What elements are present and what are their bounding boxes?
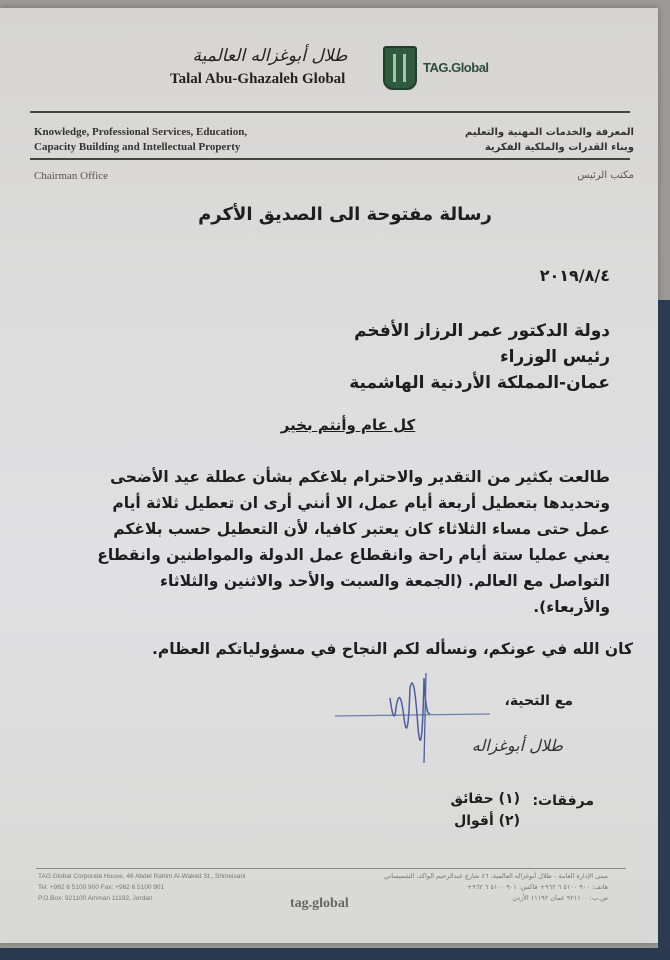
office-label-english: Chairman Office	[34, 170, 109, 182]
signature-icon	[330, 658, 530, 778]
attachment-item: (٢) أقوال	[454, 813, 520, 829]
footer-line: P.O.Box: 921100 Amman 11192, Jordan	[38, 895, 153, 902]
letter-page	[0, 8, 658, 943]
letter-body: طالعت بكثير من التقدير والاحترام بلاغكم بشأن عطلة عيد الأضحى وتحديدها بتعطيل أربعة أيام عمل، الا أنني أرى ان تعطيل ثلاثة أيام عمل حتى مساء الثلاثاء كان يعتبر كافيا، لأن التعطيل حسب بلاغكم يعني عمليا ستة أيام راحة وانقطاع عمل الدولة والمواطنين وانقطاع التواصل مع العالم. (الجمعة والسبت والأحد والاثنين والثلاثاء والأربعاء).	[97, 468, 610, 616]
recipient-name: دولة الدكتور عمر الرزاز الأفخم	[354, 321, 610, 341]
recipient-location: عمان-المملكة الأردنية الهاشمية	[349, 373, 610, 393]
header-top-rule	[30, 111, 630, 113]
office-label-arabic: مكتب الرئيس	[577, 170, 634, 181]
company-name-arabic: طلال أبوغزاله العالمية	[192, 46, 348, 66]
attachments-list	[450, 788, 520, 832]
brand-short-name: TAG.Global	[423, 60, 489, 75]
tagline-arabic-line: المعرفة والخدمات المهنية والتعليم	[464, 127, 634, 138]
footer-line: هاتف: ٩٠٠ ٥١٠٠ ٦ ٩٦٢+ فاكس: ٩٠١ ٥١٠٠ ٦ ٩٦٢+	[466, 883, 608, 891]
footer-line: ص.ب: ٩٢١١٠٠ عمان ١١١٩٢ الأردن	[512, 894, 608, 902]
attachments-label: مرفقات:	[532, 793, 594, 809]
greeting: كل عام وأنتم بخير	[280, 416, 416, 434]
company-name-english: Talal Abu-Ghazaleh Global	[170, 71, 346, 87]
tagline-arabic	[384, 125, 634, 155]
footer-line: Tel: +962 6 5100 900 Fax: +962 6 5100 901	[38, 884, 165, 891]
footer-address-english	[38, 871, 308, 904]
header-bottom-rule	[30, 158, 630, 160]
attachment-item: (١) حقائق	[450, 791, 520, 807]
recipient-title: رئيس الوزراء	[499, 347, 610, 367]
letter-title: رسالة مفتوحة الى الصديق الأكرم	[198, 204, 492, 225]
footer-line: مبنى الإدارة العامة - طلال أبوغزاله العالمية، ٤٦ شارع عبدالرحيم الواكد، الشميساني	[384, 872, 608, 880]
signatory-name: طلال أبوغزاله	[471, 736, 563, 755]
letter-date: ٢٠١٩/٨/٤	[539, 266, 610, 285]
salutation: مع التحية،	[504, 693, 573, 709]
tagline-arabic-line: وبناء القدرات والملكية الفكرية	[484, 142, 634, 153]
tagline-english	[34, 125, 294, 155]
background-edge	[0, 948, 670, 960]
footer-rule	[36, 868, 626, 869]
footer-address-arabic	[328, 871, 608, 904]
company-logo	[165, 44, 495, 94]
footer-brand: tag.global	[290, 896, 349, 911]
tag-emblem-icon	[383, 46, 417, 90]
recipient-block	[290, 318, 610, 396]
footer-line: TAG.Global Corporate House, 46 Abdel Rahim Al-Waked St., Shmeisani	[38, 873, 246, 880]
background-edge	[658, 300, 670, 960]
letter-closing: كان الله في عونكم، ونسأله لكم النجاح في مسؤولياتكم العظام.	[152, 640, 633, 658]
tagline-english-line: Capacity Building and Intellectual Property	[34, 141, 241, 153]
tagline-english-line: Knowledge, Professional Services, Education,	[34, 126, 248, 138]
